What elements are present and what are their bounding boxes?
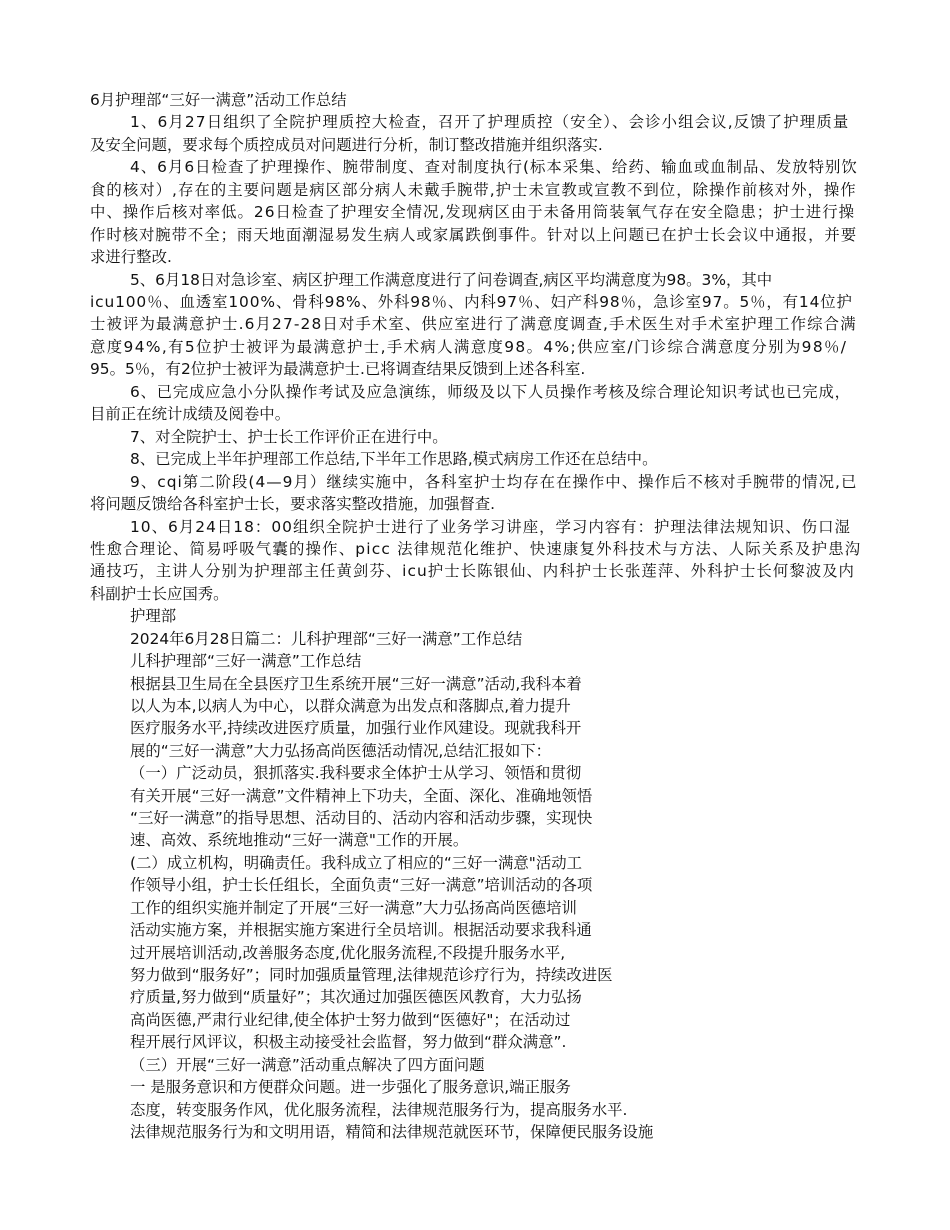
body-line: 根据县卫生局在全县医疗卫生系统开展“三好一满意”活动,我科本着 — [130, 675, 582, 693]
body-line: 过开展培训活动,改善服务态度,优化服务流程,不段提升服务水平, — [130, 944, 566, 962]
body-line: 意度94%,有5位护士被评为最满意护士,手术病人满意度98。4%;供应室/门诊综合满意度分别为98％/ — [90, 338, 848, 356]
body-line: “三好一满意”的指导思想、活动目的、活动内容和活动步骤，实现快 — [130, 809, 593, 827]
body-line: 疗质量,努力做到“质量好”；其次通过加强医德医风教育，大力弘扬 — [130, 988, 582, 1006]
body-line: 一 是服务意识和方便群众问题。进一步强化了服务意识,端正服务 — [130, 1078, 571, 1096]
body-line: 及安全问题，要求每个质控成员对问题进行分析，制订整改措施并组织落实. — [90, 136, 603, 154]
body-line: 高尚医德,严肃行业纪律,使全体护士努力做到“医德好"；在活动过 — [130, 1011, 571, 1029]
body-line: 态度，转变服务作风，优化服务流程，法律规范服务行为，提高服务水平. — [130, 1101, 628, 1119]
body-line: 1、6月27日组织了全院护理质控大检查，召开了护理质控（安全）、会诊小组会议,反馈了护理质量 — [130, 113, 850, 131]
body-line: 9、cqi第二阶段(4—9月）继续实施中，各科室护士均存在在操作中、操作后不核对手腕带的情况,已 — [130, 473, 858, 491]
body-line: 2024年6月28日篇二：儿科护理部“三好一满意”工作总结 — [130, 630, 523, 648]
body-line: 通技巧，主讲人分别为护理部主任黄剑芬、icu护士长陈银仙、内科护士长张莲萍、外科护士长何黎波及内 — [90, 562, 855, 580]
body-line: 8、已完成上半年护理部工作总结,下半年工作思路,模式病房工作还在总结中。 — [130, 450, 658, 468]
body-line: 科副护士长应国秀。 — [90, 585, 229, 603]
body-line: 求进行整改. — [90, 248, 172, 266]
body-line: 速、高效、系统地推动“三好一满意"工作的开展。 — [130, 831, 469, 849]
body-line: 将问题反馈给各科室护士长，要求落实整改措施，加强督查. — [90, 495, 496, 513]
body-line: (二）成立机构，明确责任。我科成立了相应的“三好一满意"活动工 — [130, 854, 582, 872]
body-line: 程开展行风评议，积极主动接受社会监督，努力做到“群众满意”. — [130, 1033, 567, 1051]
body-line: 以人为本,以病人为中心，以群众满意为出发点和落脚点,着力提升 — [130, 697, 571, 715]
body-line: 儿科护理部“三好一满意”工作总结 — [130, 652, 362, 670]
body-line: 7、对全院护士、护士长工作评价正在进行中。 — [130, 428, 448, 446]
body-line: 中、操作后核对率低。26日检查了护理安全情况,发现病区由于未备用筒装氧气存在安全隐患；护士进行操 — [90, 203, 856, 221]
body-line: 性愈合理论、简易呼吸气囊的操作、picc 法律规范化维护、快速康复外科技术与方法、人际关系及护患沟 — [90, 540, 862, 558]
body-line: （三）开展“三好一满意”活动重点解决了四方面问题 — [130, 1056, 485, 1074]
body-line: 展的“三好一满意”大力弘扬高尚医德活动情况,总结汇报如下： — [130, 742, 551, 760]
body-line: （一）广泛动员，狠抓落实.我科要求全体护士从学习、领悟和贯彻 — [130, 764, 582, 782]
body-line: 4、6月6日检查了护理操作、腕带制度、查对制度执行(标本采集、给药、输血或血制品、发放特别饮 — [130, 158, 858, 176]
body-line: 作时核对腕带不全；雨天地面潮湿易发生病人或家属跌倒事件。针对以上问题已在护士长会议中通报，并要 — [90, 226, 858, 244]
body-line: 法律规范服务行为和文明用语，精简和法律规范就医环节，保障便民服务设施 — [130, 1123, 654, 1141]
body-line: 5、6月18日对急诊室、病区护理工作满意度进行了问卷调查,病区平均满意度为98。3%，其中 — [130, 271, 773, 289]
body-line: 10、6月24日18：00组织全院护士进行了业务学习讲座，学习内容有：护理法律法规知识、伤口湿 — [130, 518, 851, 536]
document-title: 6月护理部“三好一满意”活动工作总结 — [90, 91, 347, 109]
body-line: 护理部 — [130, 607, 177, 625]
body-line: 食的核对）,存在的主要问题是病区部分病人未戴手腕带,护士未宣教或宣教不到位，除操作前核对外，操作 — [90, 181, 857, 199]
body-line: 有关开展“三好一满意”文件精神上下功夫，全面、深化、准确地领悟 — [130, 787, 593, 805]
body-line: 作领导小组，护士长任组长，全面负责“三好一满意”培训活动的各项 — [130, 876, 593, 894]
body-line: 6、已完成应急小分队操作考试及应急演练，师级及以下人员操作考核及综合理论知识考试也已完成， — [130, 383, 851, 401]
body-line: 活动实施方案，并根据实施方案进行全员培训。根据活动要求我科通 — [130, 921, 592, 939]
body-line: 目前正在统计成绩及阅卷中。 — [90, 405, 291, 423]
body-line: 95。5％，有2位护士被评为最满意护士.已将调查结果反馈到上述各科室. — [90, 360, 586, 378]
body-line: icu100％、血透室100%、骨科98%、外科98％、内科97％、妇产科98％，急诊室97。5％，有14位护 — [90, 293, 853, 311]
body-line: 士被评为最满意护士.6月27-28日对手术室、供应室进行了满意度调查,手术医生对手术室护理工作综合满 — [90, 315, 857, 333]
body-line: 医疗服务水平,持续改进医疗质量，加强行业作风建设。现就我科开 — [130, 719, 582, 737]
body-line: 努力做到“服务好”；同时加强质量管理,法律规范诊疗行为，持续改进医 — [130, 966, 613, 984]
body-line: 工作的组织实施并制定了开展“三好一满意”大力弘扬高尚医德培训 — [130, 899, 577, 917]
